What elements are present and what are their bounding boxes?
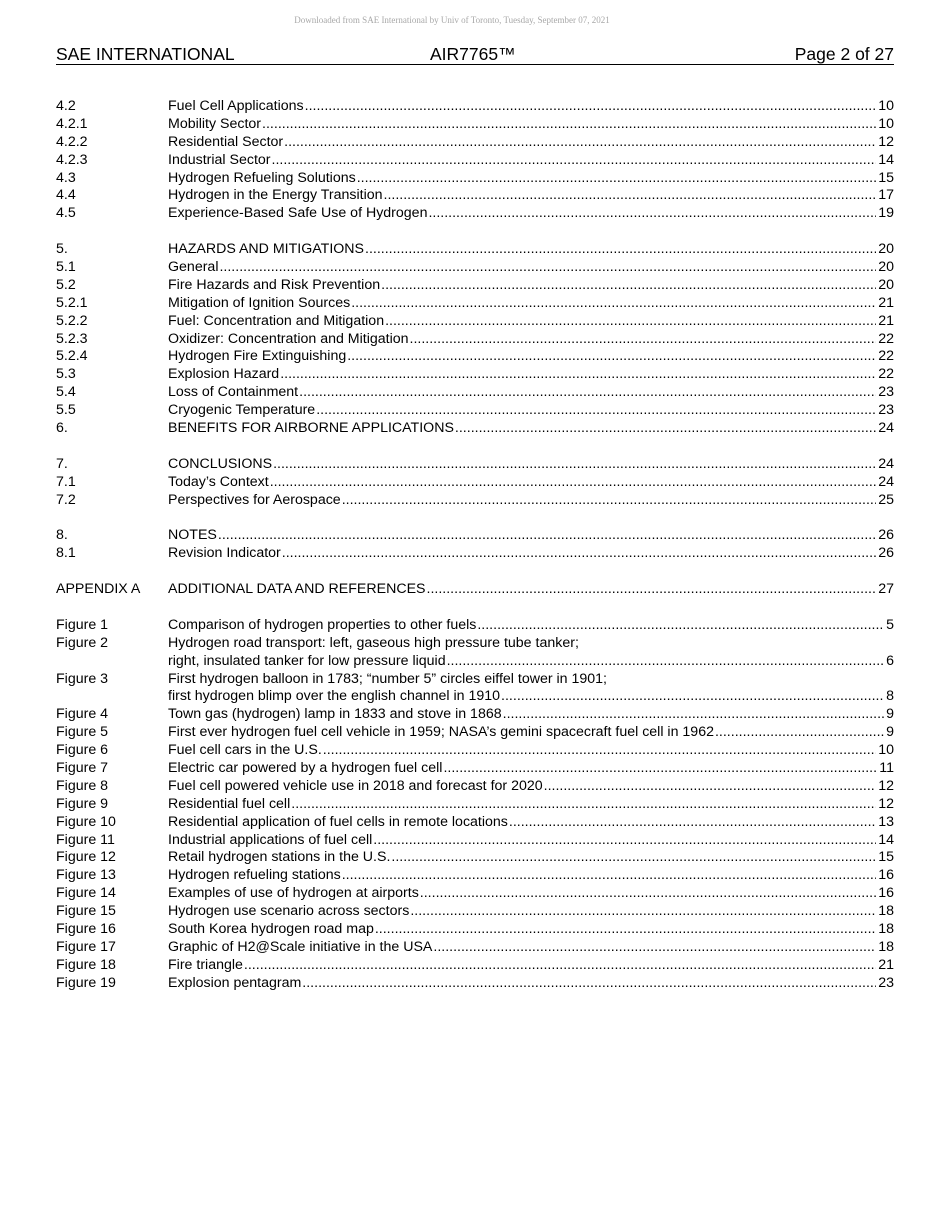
toc-entry-leader [168, 832, 894, 850]
toc-entry-leader [168, 742, 894, 760]
toc-entry[interactable] [56, 259, 894, 277]
toc-entry-title: General ..... [168, 259, 219, 275]
toc-entry-leader [168, 778, 894, 796]
toc-entry[interactable] [56, 205, 894, 223]
toc-entry-number: 4.2 [56, 98, 76, 114]
toc-entry-leader [168, 975, 894, 993]
toc-entry-page: 14 [878, 151, 894, 168]
toc-entry-page: 15 [878, 169, 894, 186]
toc-spacer [56, 599, 894, 617]
toc-entry-page: 19 [878, 205, 894, 222]
toc-entry-page: 24 [878, 455, 894, 472]
toc-entry-page: 12 [878, 133, 894, 150]
toc-entry-leader [168, 903, 894, 921]
organization-name: SAE INTERNATIONAL [56, 44, 235, 64]
toc-entry[interactable] [56, 366, 894, 384]
toc-entry-page: 26 [878, 527, 894, 544]
toc-entry-number: Figure 4 [56, 706, 109, 723]
toc-entry-page: 24 [878, 473, 894, 490]
toc-entry[interactable] [56, 134, 894, 152]
toc-entry[interactable] [56, 492, 894, 510]
toc-entry-page: 17 [878, 187, 894, 204]
toc-entry-leader [168, 492, 894, 510]
toc-entry-number: Figure 9 [56, 795, 109, 812]
toc-entry-leader [168, 259, 894, 277]
toc-entry-number: Figure 2 [56, 634, 109, 651]
toc-entry-title: Explosion pentagram ..... [168, 975, 302, 991]
toc-entry-page: 6 [886, 652, 894, 669]
toc-entry-page: 12 [878, 795, 894, 812]
toc-entry-title: Fuel: Concentration and Mitigation ..... [168, 313, 385, 329]
toc-entry-title: Residential fuel cell ..... [168, 796, 291, 812]
toc-entry-number: Figure 10 [56, 813, 116, 830]
toc-entry[interactable] [56, 975, 894, 993]
toc-entry-leader [168, 849, 894, 867]
toc-entry-page: 18 [878, 920, 894, 937]
toc-entry[interactable] [56, 653, 894, 671]
toc-entry-title: BENEFITS FOR AIRBORNE APPLICATIONS ..... [168, 420, 455, 436]
toc-entry-title: Hydrogen in the Energy Transition ..... [168, 187, 384, 203]
toc-entry[interactable] [56, 671, 894, 689]
toc-entry-leader [168, 724, 894, 742]
toc-entry-number: 5.4 [56, 384, 76, 401]
toc-entry[interactable] [56, 706, 894, 724]
toc-entry-page: 14 [878, 831, 894, 848]
toc-entry-title: Residential Sector ..... [168, 134, 284, 150]
toc-entry-leader [168, 348, 894, 366]
toc-entry[interactable] [56, 885, 894, 903]
toc-entry-number: Figure 5 [56, 724, 109, 741]
toc-entry-leader [168, 313, 894, 331]
toc-entry-title: right, insulated tanker for low pressure liquid ..... [168, 653, 447, 669]
toc-entry[interactable] [56, 98, 894, 116]
toc-entry-page: 20 [878, 259, 894, 276]
toc-spacer [56, 509, 894, 527]
toc-entry-number: Figure 13 [56, 867, 116, 884]
toc-spacer [56, 223, 894, 241]
toc-entry-number: 4.3 [56, 169, 76, 186]
toc-entry-page: 23 [878, 974, 894, 991]
toc-entry-leader [168, 706, 894, 724]
toc-entry-leader [168, 420, 894, 438]
toc-entry-page: 8 [886, 688, 894, 705]
toc-entry-page: 22 [878, 348, 894, 365]
toc-entry-number: 8. [56, 527, 68, 544]
toc-entry-title: Fire triangle ..... [168, 957, 244, 973]
toc-entry-leader [168, 545, 894, 563]
toc-entry[interactable] [56, 241, 894, 259]
toc-entry-number: APPENDIX A [56, 581, 141, 598]
toc-entry-title: Loss of Containment ..... [168, 384, 299, 400]
toc-entry[interactable] [56, 617, 894, 635]
toc-entry-page: 25 [878, 491, 894, 508]
toc-entry[interactable] [56, 849, 894, 867]
toc-entry-leader [168, 277, 894, 295]
toc-entry-title: Experience-Based Safe Use of Hydrogen ..... [168, 205, 428, 221]
toc-entry[interactable] [56, 187, 894, 205]
toc-entry-page: 23 [878, 402, 894, 419]
toc-entry-leader [168, 921, 894, 939]
toc-entry[interactable] [56, 939, 894, 957]
toc-entry[interactable] [56, 796, 894, 814]
toc-entry-title: Explosion Hazard ..... [168, 366, 280, 382]
toc-entry-title: Hydrogen Refueling Solutions ..... [168, 170, 357, 186]
toc-entry-leader [168, 939, 894, 957]
toc-entry[interactable] [56, 760, 894, 778]
toc-entry-title: Perspectives for Aerospace ..... [168, 492, 342, 508]
toc-entry[interactable] [56, 635, 894, 653]
toc-entry[interactable] [56, 116, 894, 134]
toc-spacer [56, 563, 894, 581]
download-watermark: Downloaded from SAE International by Univ of Toronto, Tuesday, September 07, 2021 [294, 15, 610, 25]
toc-entry-page: 13 [878, 813, 894, 830]
toc-entry-number: 7. [56, 455, 68, 472]
toc-entry-title: first hydrogen blimp over the english channel in 1910 ..... [168, 688, 501, 704]
toc-entry-title: CONCLUSIONS ..... [168, 456, 273, 472]
toc-entry-leader [168, 152, 894, 170]
toc-entry-page: 11 [879, 759, 894, 776]
toc-entry-number: 5. [56, 241, 68, 258]
toc-entry-number: Figure 16 [56, 920, 116, 937]
toc-entry-page: 27 [878, 581, 894, 598]
toc-entry-page: 9 [886, 706, 894, 723]
table-of-contents [56, 98, 894, 993]
toc-entry-title: Fuel cell powered vehicle use in 2018 and forecast for 2020 ..... [168, 778, 544, 794]
toc-entry-number: 5.2.4 [56, 348, 88, 365]
toc-entry-leader [168, 867, 894, 885]
toc-entry-number: 8.1 [56, 545, 76, 562]
toc-entry-number: 5.3 [56, 366, 76, 383]
toc-entry-title: Retail hydrogen stations in the U.S. ..... [168, 849, 391, 865]
toc-entry-leader [168, 957, 894, 975]
toc-entry[interactable] [56, 581, 894, 599]
toc-entry-number: 5.2.3 [56, 330, 88, 347]
toc-entry-leader [168, 617, 894, 635]
toc-entry-leader [168, 366, 894, 384]
toc-entry-leader [168, 98, 894, 116]
toc-entry-number: 4.5 [56, 205, 76, 222]
toc-entry-title: First hydrogen balloon in 1783; “number 5” circles eiffel tower in 1901; [168, 670, 607, 687]
toc-entry-title: Industrial Sector ..... [168, 152, 272, 168]
toc-entry-number: Figure 17 [56, 938, 116, 955]
toc-entry-leader [168, 116, 894, 134]
toc-entry-page: 22 [878, 330, 894, 347]
toc-entry[interactable] [56, 688, 894, 706]
toc-entry-page: 16 [878, 885, 894, 902]
toc-entry[interactable] [56, 814, 894, 832]
toc-entry-title: Electric car powered by a hydrogen fuel cell ..... [168, 760, 443, 776]
toc-entry-page: 10 [878, 98, 894, 114]
toc-entry-number: 7.2 [56, 491, 76, 508]
toc-entry-title: Fuel Cell Applications ..... [168, 98, 305, 114]
toc-entry[interactable] [56, 152, 894, 170]
toc-entry-number: Figure 15 [56, 903, 116, 920]
toc-entry-leader [168, 760, 894, 778]
toc-entry-title: NOTES ..... [168, 527, 218, 543]
toc-entry-number: Figure 18 [56, 956, 116, 973]
toc-entry-title: Graphic of H2@Scale initiative in the USA ..... [168, 939, 433, 955]
toc-entry-leader [168, 653, 894, 671]
toc-entry-title: Revision Indicator ..... [168, 545, 282, 561]
toc-entry-leader [168, 187, 894, 205]
toc-entry-page: 23 [878, 384, 894, 401]
toc-entry[interactable] [56, 420, 894, 438]
toc-entry[interactable] [56, 921, 894, 939]
toc-entry-title: First ever hydrogen fuel cell vehicle in 1959; NASA’s gemini spacecraft fuel cell in 1962 ..... [168, 724, 715, 740]
toc-entry-title: Mobility Sector ..... [168, 116, 262, 132]
toc-entry-title: ADDITIONAL DATA AND REFERENCES ..... [168, 581, 427, 597]
toc-entry-number: 5.5 [56, 402, 76, 419]
toc-entry-number: Figure 3 [56, 670, 109, 687]
toc-entry-leader [168, 527, 894, 545]
toc-entry-number: 6. [56, 420, 68, 437]
toc-entry-title: Hydrogen use scenario across sectors ..... [168, 903, 410, 919]
page-number: Page 2 of 27 [794, 44, 894, 64]
toc-entry-leader [168, 295, 894, 313]
toc-entry-title: South Korea hydrogen road map ..... [168, 921, 375, 937]
toc-entry-number: 7.1 [56, 473, 76, 490]
toc-entry-title: Hydrogen refueling stations ..... [168, 867, 342, 883]
toc-entry-leader [168, 384, 894, 402]
toc-entry-number: 5.1 [56, 259, 76, 276]
toc-entry-title: Cryogenic Temperature ..... [168, 402, 316, 418]
toc-entry-number: Figure 7 [56, 759, 109, 776]
toc-entry[interactable] [56, 545, 894, 563]
toc-entry-page: 22 [878, 366, 894, 383]
document-id: AIR7765™ [430, 44, 516, 64]
toc-entry-number: Figure 12 [56, 849, 116, 866]
toc-entry-leader [168, 581, 894, 599]
toc-entry-number: Figure 1 [56, 616, 109, 633]
toc-entry[interactable] [56, 384, 894, 402]
toc-entry-leader [168, 456, 894, 474]
toc-entry-title: Residential application of fuel cells in remote locations ..... [168, 814, 509, 830]
toc-entry-leader [168, 205, 894, 223]
toc-entry-leader [168, 796, 894, 814]
toc-entry-leader [168, 814, 894, 832]
page-header [56, 44, 894, 65]
toc-entry-number: 4.2.1 [56, 115, 88, 132]
toc-entry-number: 4.4 [56, 187, 76, 204]
toc-entry-number: 4.2.2 [56, 133, 88, 150]
toc-entry-page: 10 [878, 742, 894, 759]
toc-entry-title: Town gas (hydrogen) lamp in 1833 and stove in 1868 ..... [168, 706, 503, 722]
toc-entry-title: Fuel cell cars in the U.S. ..... [168, 742, 323, 758]
toc-entry[interactable] [56, 277, 894, 295]
toc-entry-page: 15 [878, 849, 894, 866]
toc-entry[interactable] [56, 295, 894, 313]
toc-entry-page: 26 [878, 545, 894, 562]
toc-entry-page: 24 [878, 420, 894, 437]
toc-entry-leader [168, 241, 894, 259]
toc-entry-title: HAZARDS AND MITIGATIONS ..... [168, 241, 365, 257]
toc-entry-number: Figure 11 [56, 831, 115, 848]
toc-entry[interactable] [56, 313, 894, 331]
toc-entry-leader [168, 688, 894, 706]
toc-entry[interactable] [56, 331, 894, 349]
toc-entry-title: Today’s Context ..... [168, 474, 270, 490]
toc-entry-page: 18 [878, 903, 894, 920]
toc-entry[interactable] [56, 867, 894, 885]
toc-entry[interactable] [56, 527, 894, 545]
toc-entry-title: Hydrogen road transport: left, gaseous high pressure tube tanker; [168, 634, 579, 651]
toc-entry-title: Mitigation of Ignition Sources ..... [168, 295, 351, 311]
toc-entry[interactable] [56, 742, 894, 760]
toc-entry-title: Comparison of hydrogen properties to other fuels ..... [168, 617, 477, 633]
toc-entry-page: 18 [878, 938, 894, 955]
toc-entry-title: Oxidizer: Concentration and Mitigation ..... [168, 331, 410, 347]
toc-entry-page: 20 [878, 241, 894, 258]
toc-entry[interactable] [56, 778, 894, 796]
toc-entry[interactable] [56, 957, 894, 975]
toc-entry-number: 5.2 [56, 276, 76, 293]
toc-entry[interactable] [56, 903, 894, 921]
toc-entry-number: Figure 19 [56, 974, 116, 991]
toc-entry-leader [168, 402, 894, 420]
toc-entry[interactable] [56, 832, 894, 850]
toc-entry-page: 16 [878, 867, 894, 884]
toc-entry-page: 10 [878, 115, 894, 132]
toc-entry-title: Hydrogen Fire Extinguishing ..... [168, 348, 347, 364]
toc-entry-title: Examples of use of hydrogen at airports ..... [168, 885, 420, 901]
toc-entry-number: Figure 6 [56, 742, 109, 759]
toc-entry-page: 12 [878, 777, 894, 794]
toc-entry-page: 5 [886, 616, 894, 633]
toc-entry[interactable] [56, 456, 894, 474]
toc-entry-number: Figure 8 [56, 777, 109, 794]
toc-entry-number: 5.2.2 [56, 312, 88, 329]
toc-entry-page: 20 [878, 276, 894, 293]
toc-entry-page: 21 [878, 312, 894, 329]
toc-entry-leader [168, 474, 894, 492]
toc-entry[interactable] [56, 724, 894, 742]
toc-entry-leader [168, 134, 894, 152]
toc-entry-title: Fire Hazards and Risk Prevention ..... [168, 277, 381, 293]
toc-entry[interactable] [56, 348, 894, 366]
toc-entry-leader [168, 331, 894, 349]
toc-entry-page: 9 [886, 724, 894, 741]
toc-entry-number: Figure 14 [56, 885, 116, 902]
toc-entry[interactable] [56, 402, 894, 420]
toc-entry-number: 5.2.1 [56, 294, 88, 311]
toc-entry-title: Industrial applications of fuel cell ..... [168, 832, 373, 848]
toc-entry-leader [168, 885, 894, 903]
toc-entry[interactable] [56, 474, 894, 492]
toc-entry[interactable] [56, 170, 894, 188]
toc-entry-number: 4.2.3 [56, 151, 88, 168]
toc-entry-page: 21 [878, 294, 894, 311]
toc-entry-leader [168, 170, 894, 188]
toc-entry-page: 21 [878, 956, 894, 973]
toc-spacer [56, 438, 894, 456]
